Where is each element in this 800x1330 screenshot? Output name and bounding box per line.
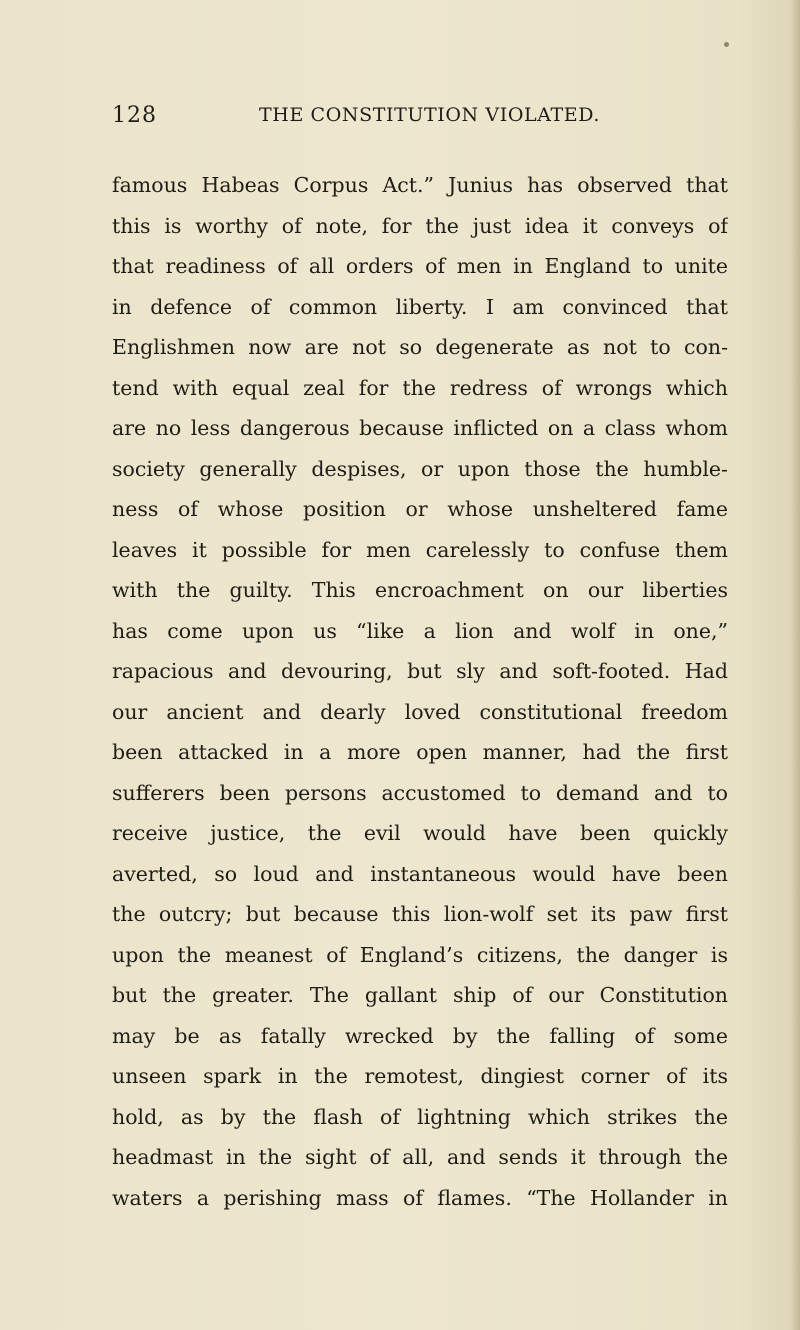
text-line: receive justice, the evil would have been quickly — [112, 821, 728, 845]
text-line: are no less dangerous because inflicted on a class whom — [112, 416, 728, 440]
running-head: THE CONSTITUTION VIOLATED. — [259, 104, 601, 126]
text-line: leaves it possible for men carelessly to confuse them — [112, 537, 728, 562]
text-line: this is worthy of note, for the just idea it conveys of — [112, 213, 728, 238]
text-line: famous Habeas Corpus Act.” Junius has observed that — [112, 173, 728, 197]
text-line: sufferers been persons accustomed to demand and to — [112, 780, 728, 805]
text-line: tend with equal zeal for the redress of wrongs which — [112, 375, 728, 400]
text-line: waters a perishing mass of flames. “The Hollander in — [112, 1185, 728, 1210]
paper-speck — [724, 42, 729, 47]
text-line: hold, as by the flash of lightning which strikes the — [112, 1104, 728, 1129]
text-line: with the guilty. This encroachment on our liberties — [112, 578, 728, 602]
body-text — [112, 165, 728, 1218]
text-line: ness of whose position or whose unsheltered fame — [112, 497, 728, 521]
text-line: upon the meanest of England’s citizens, the danger is — [112, 942, 728, 967]
text-line: been attacked in a more open manner, had the first — [112, 740, 728, 764]
text-line: Englishmen now are not so degenerate as not to con- — [112, 335, 728, 359]
text-line: may be as fatally wrecked by the falling of some — [112, 1023, 728, 1048]
text-line: in defence of common liberty. I am convinced that — [112, 294, 728, 319]
page-header — [112, 103, 712, 137]
text-line: averted, so loud and instantaneous would have been — [112, 861, 728, 886]
page-number: 128 — [112, 103, 157, 128]
text-line: has come upon us “like a lion and wolf in one,” — [112, 618, 728, 643]
text-line: rapacious and devouring, but sly and soft-footed. Had — [112, 659, 728, 683]
text-line: that readiness of all orders of men in England to unite — [112, 254, 728, 278]
text-line: but the greater. The gallant ship of our Constitution — [112, 983, 728, 1007]
text-line: society generally despises, or upon those the humble- — [112, 456, 728, 481]
text-line: unseen spark in the remotest, dingiest corner of its — [112, 1064, 728, 1088]
text-line: headmast in the sight of all, and sends it through the — [112, 1145, 728, 1169]
text-line: the outcry; but because this lion-wolf set its paw first — [112, 902, 728, 926]
text-line: our ancient and dearly loved constitutional freedom — [112, 699, 728, 724]
page-edge-shadow — [790, 0, 800, 1330]
